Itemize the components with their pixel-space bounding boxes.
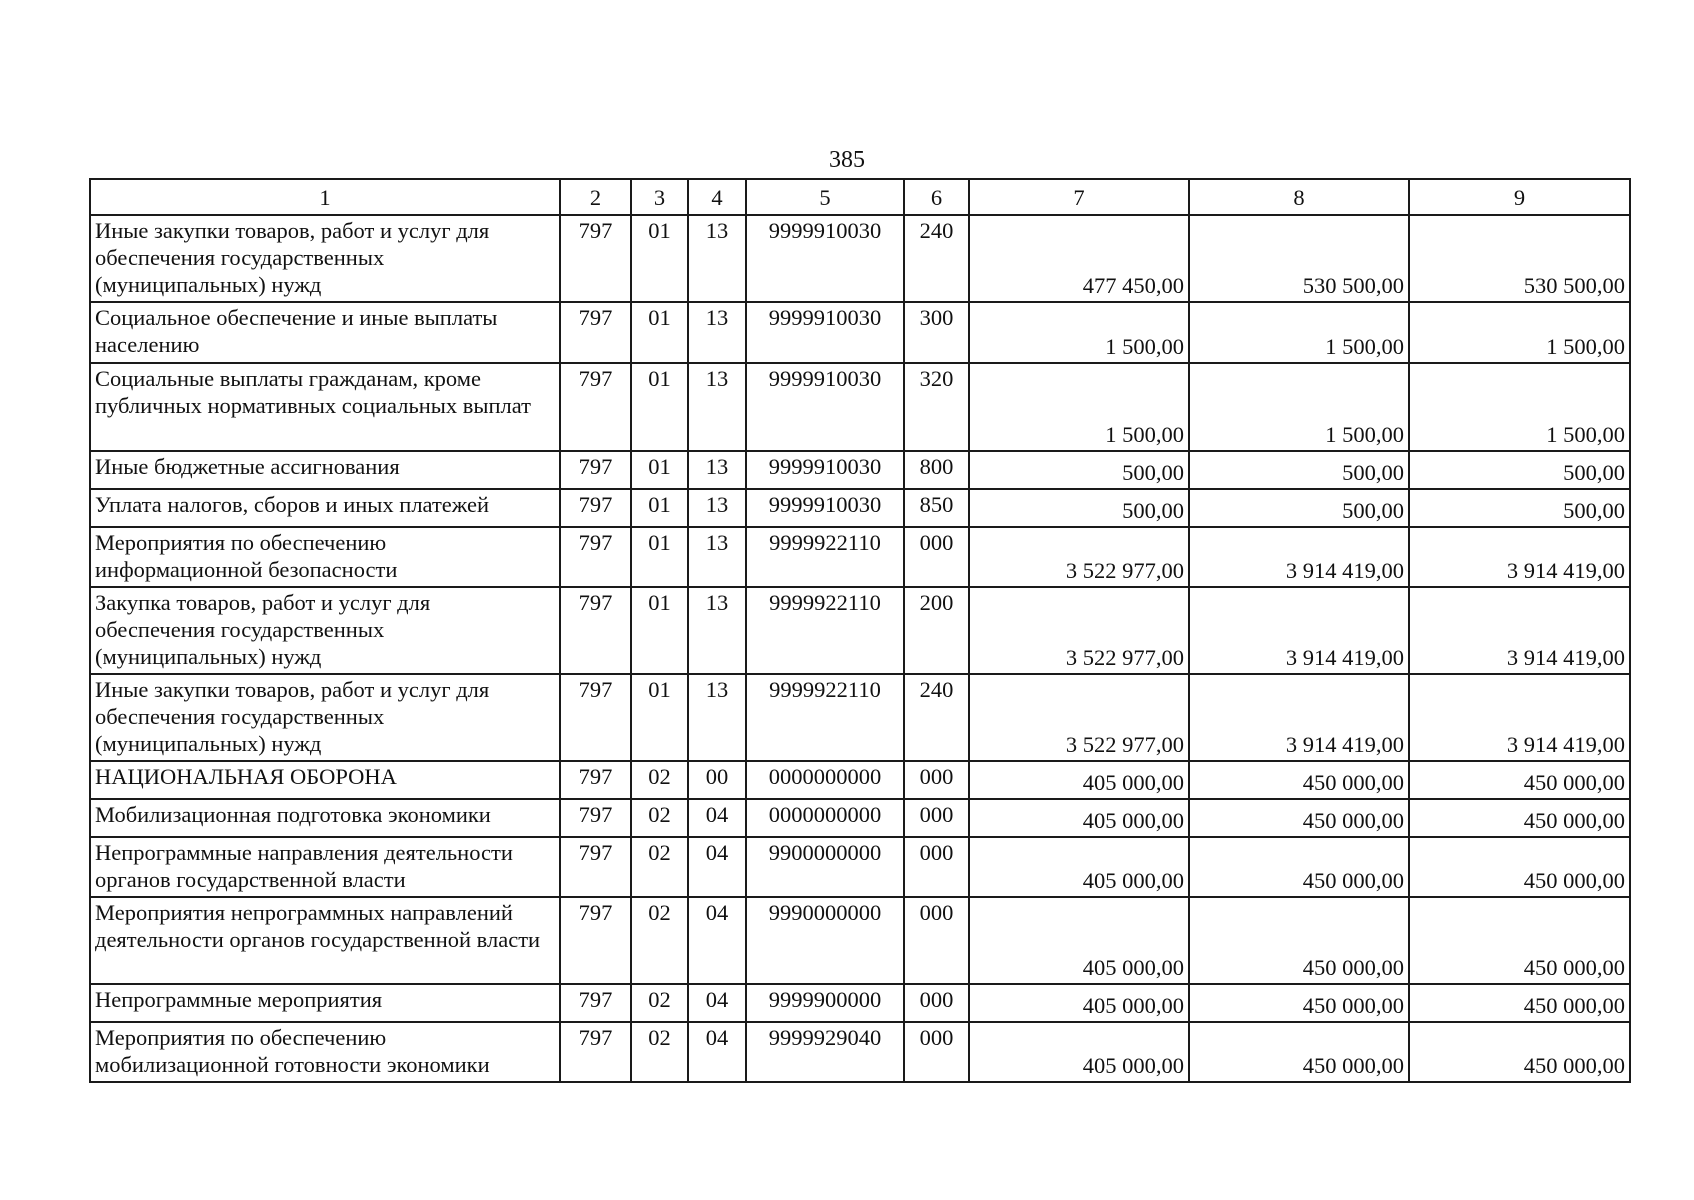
amount-col9-cell: 500,00 [1409,451,1630,489]
subsection-code-cell: 13 [688,302,746,363]
section-code-cell: 01 [631,527,688,587]
admin-code-cell: 797 [560,984,631,1022]
subsection-code-cell: 13 [688,587,746,674]
table-row [90,489,1630,527]
amount-col9-cell: 450 000,00 [1409,837,1630,897]
subsection-code-cell: 13 [688,215,746,302]
amount-col9-cell: 3 914 419,00 [1409,587,1630,674]
expense-type-cell: 000 [904,527,969,587]
target-code-cell: 9999922110 [746,527,904,587]
row-name-cell: Непрограммные направления деятельности органов государственной власти [90,837,560,897]
amount-col7-cell: 1 500,00 [969,302,1189,363]
subsection-code-cell: 13 [688,527,746,587]
table-row [90,302,1630,363]
section-code-cell: 02 [631,799,688,837]
section-code-cell: 02 [631,761,688,799]
budget-table [89,178,1631,1083]
expense-type-cell: 000 [904,837,969,897]
amount-col9-cell: 450 000,00 [1409,897,1630,984]
subsection-code-cell: 04 [688,897,746,984]
admin-code-cell: 797 [560,897,631,984]
admin-code-cell: 797 [560,489,631,527]
amount-col7-cell: 405 000,00 [969,837,1189,897]
expense-type-cell: 320 [904,363,969,451]
amount-col7-cell: 500,00 [969,451,1189,489]
section-code-cell: 01 [631,674,688,761]
target-code-cell: 9999922110 [746,587,904,674]
row-name-cell: Закупка товаров, работ и услуг для обеспечения государственных (муниципальных) нужд [90,587,560,674]
amount-col8-cell: 3 914 419,00 [1189,587,1409,674]
amount-col7-cell: 405 000,00 [969,761,1189,799]
amount-col9-cell: 450 000,00 [1409,761,1630,799]
column-header: 9 [1409,179,1630,215]
table-row [90,799,1630,837]
subsection-code-cell: 13 [688,363,746,451]
amount-col8-cell: 500,00 [1189,451,1409,489]
amount-col7-cell: 1 500,00 [969,363,1189,451]
admin-code-cell: 797 [560,837,631,897]
row-name-cell: Иные закупки товаров, работ и услуг для обеспечения государственных (муниципальных) нужд [90,215,560,302]
target-code-cell: 9999922110 [746,674,904,761]
amount-col7-cell: 3 522 977,00 [969,527,1189,587]
table-row [90,674,1630,761]
subsection-code-cell: 13 [688,489,746,527]
expense-type-cell: 000 [904,799,969,837]
target-code-cell: 9990000000 [746,897,904,984]
amount-col8-cell: 450 000,00 [1189,1022,1409,1082]
table-row [90,587,1630,674]
row-name-cell: Уплата налогов, сборов и иных платежей [90,489,560,527]
section-code-cell: 01 [631,215,688,302]
section-code-cell: 01 [631,451,688,489]
subsection-code-cell: 13 [688,451,746,489]
target-code-cell: 9999910030 [746,363,904,451]
table-row [90,761,1630,799]
table-row [90,1022,1630,1082]
amount-col8-cell: 450 000,00 [1189,837,1409,897]
section-code-cell: 01 [631,302,688,363]
amount-col9-cell: 3 914 419,00 [1409,527,1630,587]
amount-col7-cell: 477 450,00 [969,215,1189,302]
target-code-cell: 9999900000 [746,984,904,1022]
target-code-cell: 9999929040 [746,1022,904,1082]
expense-type-cell: 800 [904,451,969,489]
admin-code-cell: 797 [560,1022,631,1082]
table-header-row [90,179,1630,215]
admin-code-cell: 797 [560,215,631,302]
amount-col9-cell: 3 914 419,00 [1409,674,1630,761]
expense-type-cell: 200 [904,587,969,674]
admin-code-cell: 797 [560,451,631,489]
amount-col7-cell: 500,00 [969,489,1189,527]
row-name-cell: Непрограммные мероприятия [90,984,560,1022]
column-header: 7 [969,179,1189,215]
row-name-cell: Социальные выплаты гражданам, кроме публичных нормативных социальных выплат [90,363,560,451]
row-name-cell: Мероприятия по обеспечению мобилизационной готовности экономики [90,1022,560,1082]
column-header: 6 [904,179,969,215]
admin-code-cell: 797 [560,674,631,761]
section-code-cell: 02 [631,984,688,1022]
amount-col7-cell: 3 522 977,00 [969,587,1189,674]
amount-col9-cell: 1 500,00 [1409,363,1630,451]
target-code-cell: 0000000000 [746,761,904,799]
expense-type-cell: 240 [904,674,969,761]
subsection-code-cell: 04 [688,799,746,837]
row-name-cell: Социальное обеспечение и иные выплаты населению [90,302,560,363]
target-code-cell: 9999910030 [746,489,904,527]
table-row [90,984,1630,1022]
row-name-cell: Иные бюджетные ассигнования [90,451,560,489]
table-row [90,451,1630,489]
amount-col8-cell: 3 914 419,00 [1189,674,1409,761]
amount-col7-cell: 405 000,00 [969,984,1189,1022]
section-code-cell: 01 [631,587,688,674]
amount-col9-cell: 450 000,00 [1409,799,1630,837]
section-code-cell: 01 [631,489,688,527]
target-code-cell: 9999910030 [746,451,904,489]
admin-code-cell: 797 [560,587,631,674]
amount-col9-cell: 500,00 [1409,489,1630,527]
admin-code-cell: 797 [560,302,631,363]
amount-col8-cell: 500,00 [1189,489,1409,527]
amount-col8-cell: 530 500,00 [1189,215,1409,302]
expense-type-cell: 850 [904,489,969,527]
section-code-cell: 02 [631,897,688,984]
target-code-cell: 9999910030 [746,302,904,363]
subsection-code-cell: 04 [688,984,746,1022]
subsection-code-cell: 13 [688,674,746,761]
amount-col7-cell: 405 000,00 [969,897,1189,984]
amount-col8-cell: 450 000,00 [1189,984,1409,1022]
table-row [90,897,1630,984]
admin-code-cell: 797 [560,363,631,451]
target-code-cell: 0000000000 [746,799,904,837]
subsection-code-cell: 04 [688,837,746,897]
section-code-cell: 02 [631,837,688,897]
amount-col8-cell: 3 914 419,00 [1189,527,1409,587]
target-code-cell: 9900000000 [746,837,904,897]
expense-type-cell: 000 [904,761,969,799]
expense-type-cell: 240 [904,215,969,302]
amount-col8-cell: 450 000,00 [1189,897,1409,984]
table-row [90,837,1630,897]
column-header: 3 [631,179,688,215]
amount-col9-cell: 1 500,00 [1409,302,1630,363]
row-name-cell: НАЦИОНАЛЬНАЯ ОБОРОНА [90,761,560,799]
subsection-code-cell: 00 [688,761,746,799]
target-code-cell: 9999910030 [746,215,904,302]
amount-col7-cell: 405 000,00 [969,799,1189,837]
row-name-cell: Мобилизационная подготовка экономики [90,799,560,837]
table-row [90,363,1630,451]
amount-col9-cell: 450 000,00 [1409,984,1630,1022]
column-header: 5 [746,179,904,215]
table-row [90,527,1630,587]
amount-col8-cell: 1 500,00 [1189,302,1409,363]
expense-type-cell: 000 [904,984,969,1022]
table-row [90,215,1630,302]
column-header: 4 [688,179,746,215]
section-code-cell: 02 [631,1022,688,1082]
section-code-cell: 01 [631,363,688,451]
row-name-cell: Иные закупки товаров, работ и услуг для обеспечения государственных (муниципальных) нужд [90,674,560,761]
column-header: 1 [90,179,560,215]
page-number: 385 [829,147,865,173]
column-header: 2 [560,179,631,215]
admin-code-cell: 797 [560,761,631,799]
admin-code-cell: 797 [560,527,631,587]
row-name-cell: Мероприятия непрограммных направлений деятельности органов государственной власти [90,897,560,984]
column-header: 8 [1189,179,1409,215]
admin-code-cell: 797 [560,799,631,837]
amount-col8-cell: 1 500,00 [1189,363,1409,451]
subsection-code-cell: 04 [688,1022,746,1082]
expense-type-cell: 000 [904,1022,969,1082]
expense-type-cell: 000 [904,897,969,984]
amount-col9-cell: 450 000,00 [1409,1022,1630,1082]
amount-col9-cell: 530 500,00 [1409,215,1630,302]
expense-type-cell: 300 [904,302,969,363]
row-name-cell: Мероприятия по обеспечению информационной безопасности [90,527,560,587]
amount-col8-cell: 450 000,00 [1189,799,1409,837]
amount-col7-cell: 3 522 977,00 [969,674,1189,761]
amount-col7-cell: 405 000,00 [969,1022,1189,1082]
amount-col8-cell: 450 000,00 [1189,761,1409,799]
